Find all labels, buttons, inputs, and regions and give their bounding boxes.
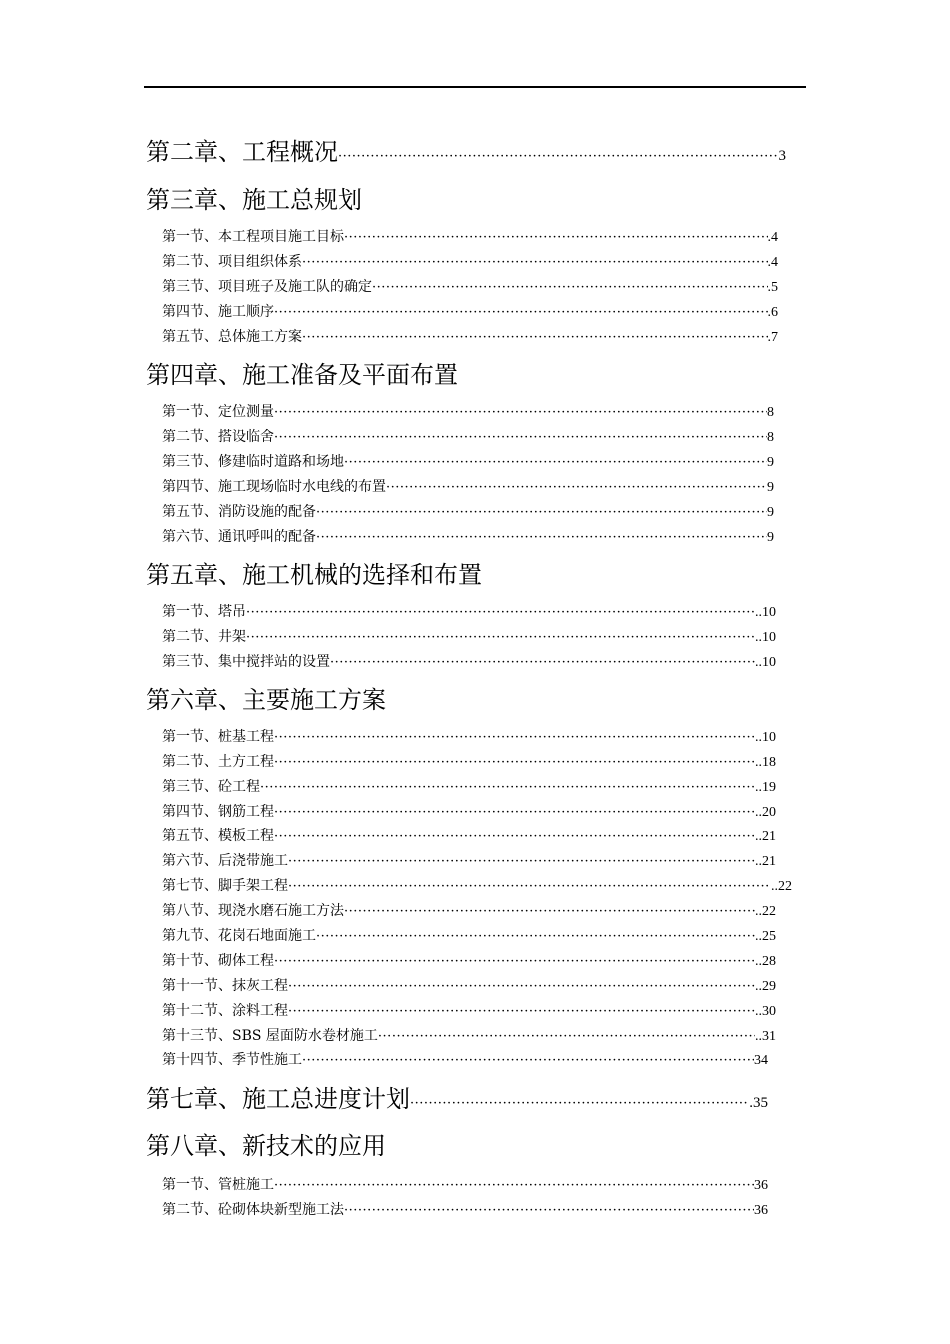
toc-title: 第三节、集中搅拌站的设置 — [162, 654, 330, 670]
toc-title: 第六章、主要施工方案 — [146, 686, 386, 714]
dot-leader — [274, 827, 755, 846]
toc-chapter[interactable] — [146, 184, 786, 216]
toc-title: 第七章、施工总进度计划 — [146, 1085, 410, 1113]
dot-leader — [316, 927, 755, 946]
toc-page-number: ..25 — [755, 929, 776, 944]
toc-title: 第十二节、涂料工程 — [162, 1003, 288, 1019]
toc-title: 第二节、搭设临舍 — [162, 429, 274, 445]
toc-section[interactable] — [162, 826, 776, 846]
toc-page-number: ..29 — [755, 979, 776, 994]
toc-page-number: ..10 — [755, 630, 776, 645]
toc-section[interactable] — [162, 602, 776, 622]
dot-leader — [274, 403, 767, 422]
dot-leader — [302, 253, 768, 272]
toc-chapter[interactable] — [146, 684, 786, 716]
toc-section[interactable] — [162, 1050, 768, 1070]
toc-section[interactable] — [162, 327, 778, 347]
toc-section[interactable] — [162, 252, 778, 272]
toc-section[interactable] — [162, 951, 776, 971]
toc-title: 第十三节、SBS 屋面防水卷材施工 — [162, 1028, 378, 1044]
toc-section[interactable] — [162, 1175, 768, 1195]
toc-section[interactable] — [162, 1001, 776, 1021]
toc-chapter[interactable] — [146, 136, 786, 168]
toc-title: 第一节、桩基工程 — [162, 729, 274, 745]
toc-title: 第十一节、抹灰工程 — [162, 978, 288, 994]
dot-leader — [386, 478, 767, 497]
toc-page-number: ..22 — [771, 879, 792, 894]
toc-section[interactable] — [162, 277, 778, 297]
dot-leader — [274, 803, 755, 822]
toc-section[interactable] — [162, 302, 778, 322]
toc-page-number: 8 — [767, 430, 774, 445]
toc-page-number: ..30 — [755, 1004, 776, 1019]
dot-leader — [274, 428, 767, 447]
dot-leader — [288, 977, 755, 996]
dot-leader — [344, 1201, 754, 1220]
toc-section[interactable] — [162, 876, 792, 896]
toc-title: 第一节、本工程项目施工目标 — [162, 229, 344, 245]
toc-page-number: .6 — [767, 305, 778, 320]
toc-page-number: .4 — [767, 230, 778, 245]
toc-title: 第二章、工程概况 — [146, 138, 338, 166]
dot-leader — [372, 278, 768, 297]
toc-page-number: 9 — [767, 480, 774, 495]
toc-section[interactable] — [162, 727, 776, 747]
toc-title: 第二节、项目组织体系 — [162, 254, 302, 270]
dot-leader — [316, 503, 767, 522]
dot-leader — [378, 1027, 755, 1046]
toc-section[interactable] — [162, 901, 776, 921]
toc-title: 第三节、项目班子及施工队的确定 — [162, 279, 372, 295]
toc-section[interactable] — [162, 752, 776, 772]
dot-leader — [302, 328, 768, 347]
toc-section[interactable] — [162, 527, 774, 547]
dot-leader — [288, 852, 755, 871]
dot-leader — [288, 877, 771, 896]
toc-title: 第八节、现浇水磨石施工方法 — [162, 903, 344, 919]
dot-leader — [330, 653, 755, 672]
toc-title: 第四节、钢筋工程 — [162, 804, 274, 820]
toc-section[interactable] — [162, 402, 774, 422]
toc-page-number: .35 — [749, 1095, 768, 1111]
toc-page-number: 36 — [754, 1178, 768, 1193]
toc-title: 第五节、总体施工方案 — [162, 329, 302, 345]
toc-title: 第二节、土方工程 — [162, 754, 274, 770]
toc-page-number: 9 — [767, 530, 774, 545]
toc-title: 第四节、施工顺序 — [162, 304, 274, 320]
toc-page-number: ..20 — [755, 805, 776, 820]
toc-title: 第五节、消防设施的配备 — [162, 504, 316, 520]
toc-section[interactable] — [162, 227, 778, 247]
toc-section[interactable] — [162, 802, 776, 822]
toc-chapter[interactable] — [146, 559, 786, 591]
toc-page-number: 9 — [767, 455, 774, 470]
toc-section[interactable] — [162, 777, 776, 797]
toc-title: 第五章、施工机械的选择和布置 — [146, 561, 482, 589]
toc-title: 第一节、管桩施工 — [162, 1177, 274, 1193]
toc-page-number: 3 — [778, 148, 786, 164]
toc-title: 第二节、砼砌体块新型施工法 — [162, 1202, 344, 1218]
toc-chapter[interactable] — [146, 1083, 768, 1115]
toc-section[interactable] — [162, 502, 774, 522]
dot-leader — [274, 1176, 754, 1195]
toc-title: 第六节、通讯呼叫的配备 — [162, 529, 316, 545]
toc-title: 第四节、施工现场临时水电线的布置 — [162, 479, 386, 495]
dot-leader — [246, 603, 755, 622]
toc-section[interactable] — [162, 477, 774, 497]
toc-page-number: .4 — [767, 255, 778, 270]
toc-page-number: ..10 — [755, 655, 776, 670]
toc-section[interactable] — [162, 452, 774, 472]
toc-page-number: 34 — [754, 1053, 768, 1068]
toc-page-number: .7 — [767, 330, 778, 345]
toc-title: 第十四节、季节性施工 — [162, 1052, 302, 1068]
dot-leader — [338, 141, 779, 168]
toc-section[interactable] — [162, 851, 776, 871]
toc-title: 第四章、施工准备及平面布置 — [146, 361, 458, 389]
toc-page-number: ..31 — [755, 1029, 776, 1044]
toc-page-number: 36 — [754, 1203, 768, 1218]
dot-leader — [410, 1088, 749, 1115]
toc-chapter[interactable] — [146, 359, 786, 391]
dot-leader — [260, 778, 755, 797]
toc-page-number: .5 — [767, 280, 778, 295]
dot-leader — [344, 228, 768, 247]
toc-section[interactable] — [162, 926, 776, 946]
toc-title: 第七节、脚手架工程 — [162, 878, 288, 894]
toc-title: 第六节、后浇带施工 — [162, 853, 288, 869]
toc-page-number: 9 — [767, 505, 774, 520]
dot-leader — [288, 1002, 755, 1021]
toc-page-number: ..22 — [755, 904, 776, 919]
dot-leader — [274, 303, 768, 322]
dot-leader — [274, 952, 755, 971]
toc-section[interactable] — [162, 1026, 776, 1046]
toc-section[interactable] — [162, 976, 776, 996]
toc-title: 第三节、砼工程 — [162, 779, 260, 795]
toc-page-number: ..21 — [755, 829, 776, 844]
toc-chapter[interactable] — [146, 1130, 786, 1162]
dot-leader — [316, 528, 767, 547]
dot-leader — [246, 628, 755, 647]
toc-title: 第一节、塔吊 — [162, 604, 246, 620]
toc-page-number: ..21 — [755, 854, 776, 869]
toc-section[interactable] — [162, 652, 776, 672]
dot-leader — [274, 753, 755, 772]
toc-title: 第三节、修建临时道路和场地 — [162, 454, 344, 470]
toc-section[interactable] — [162, 1200, 768, 1220]
toc-title: 第一节、定位测量 — [162, 404, 274, 420]
toc-title: 第九节、花岗石地面施工 — [162, 928, 316, 944]
dot-leader — [302, 1051, 754, 1070]
toc-page-number: ..28 — [755, 954, 776, 969]
toc-title: 第五节、模板工程 — [162, 828, 274, 844]
dot-leader — [274, 728, 755, 747]
dot-leader — [344, 902, 755, 921]
toc-page-number: ..10 — [755, 730, 776, 745]
toc-title: 第十节、砌体工程 — [162, 953, 274, 969]
toc-title: 第二节、井架 — [162, 629, 246, 645]
toc-page-number: ..19 — [755, 780, 776, 795]
toc-title: 第三章、施工总规划 — [146, 186, 362, 214]
toc-title: 第八章、新技术的应用 — [146, 1132, 386, 1160]
toc-page-number: 8 — [767, 405, 774, 420]
dot-leader — [344, 453, 767, 472]
toc-section[interactable] — [162, 627, 776, 647]
toc-page-number: ..10 — [755, 605, 776, 620]
toc-page-number: ..18 — [755, 755, 776, 770]
toc-section[interactable] — [162, 427, 774, 447]
